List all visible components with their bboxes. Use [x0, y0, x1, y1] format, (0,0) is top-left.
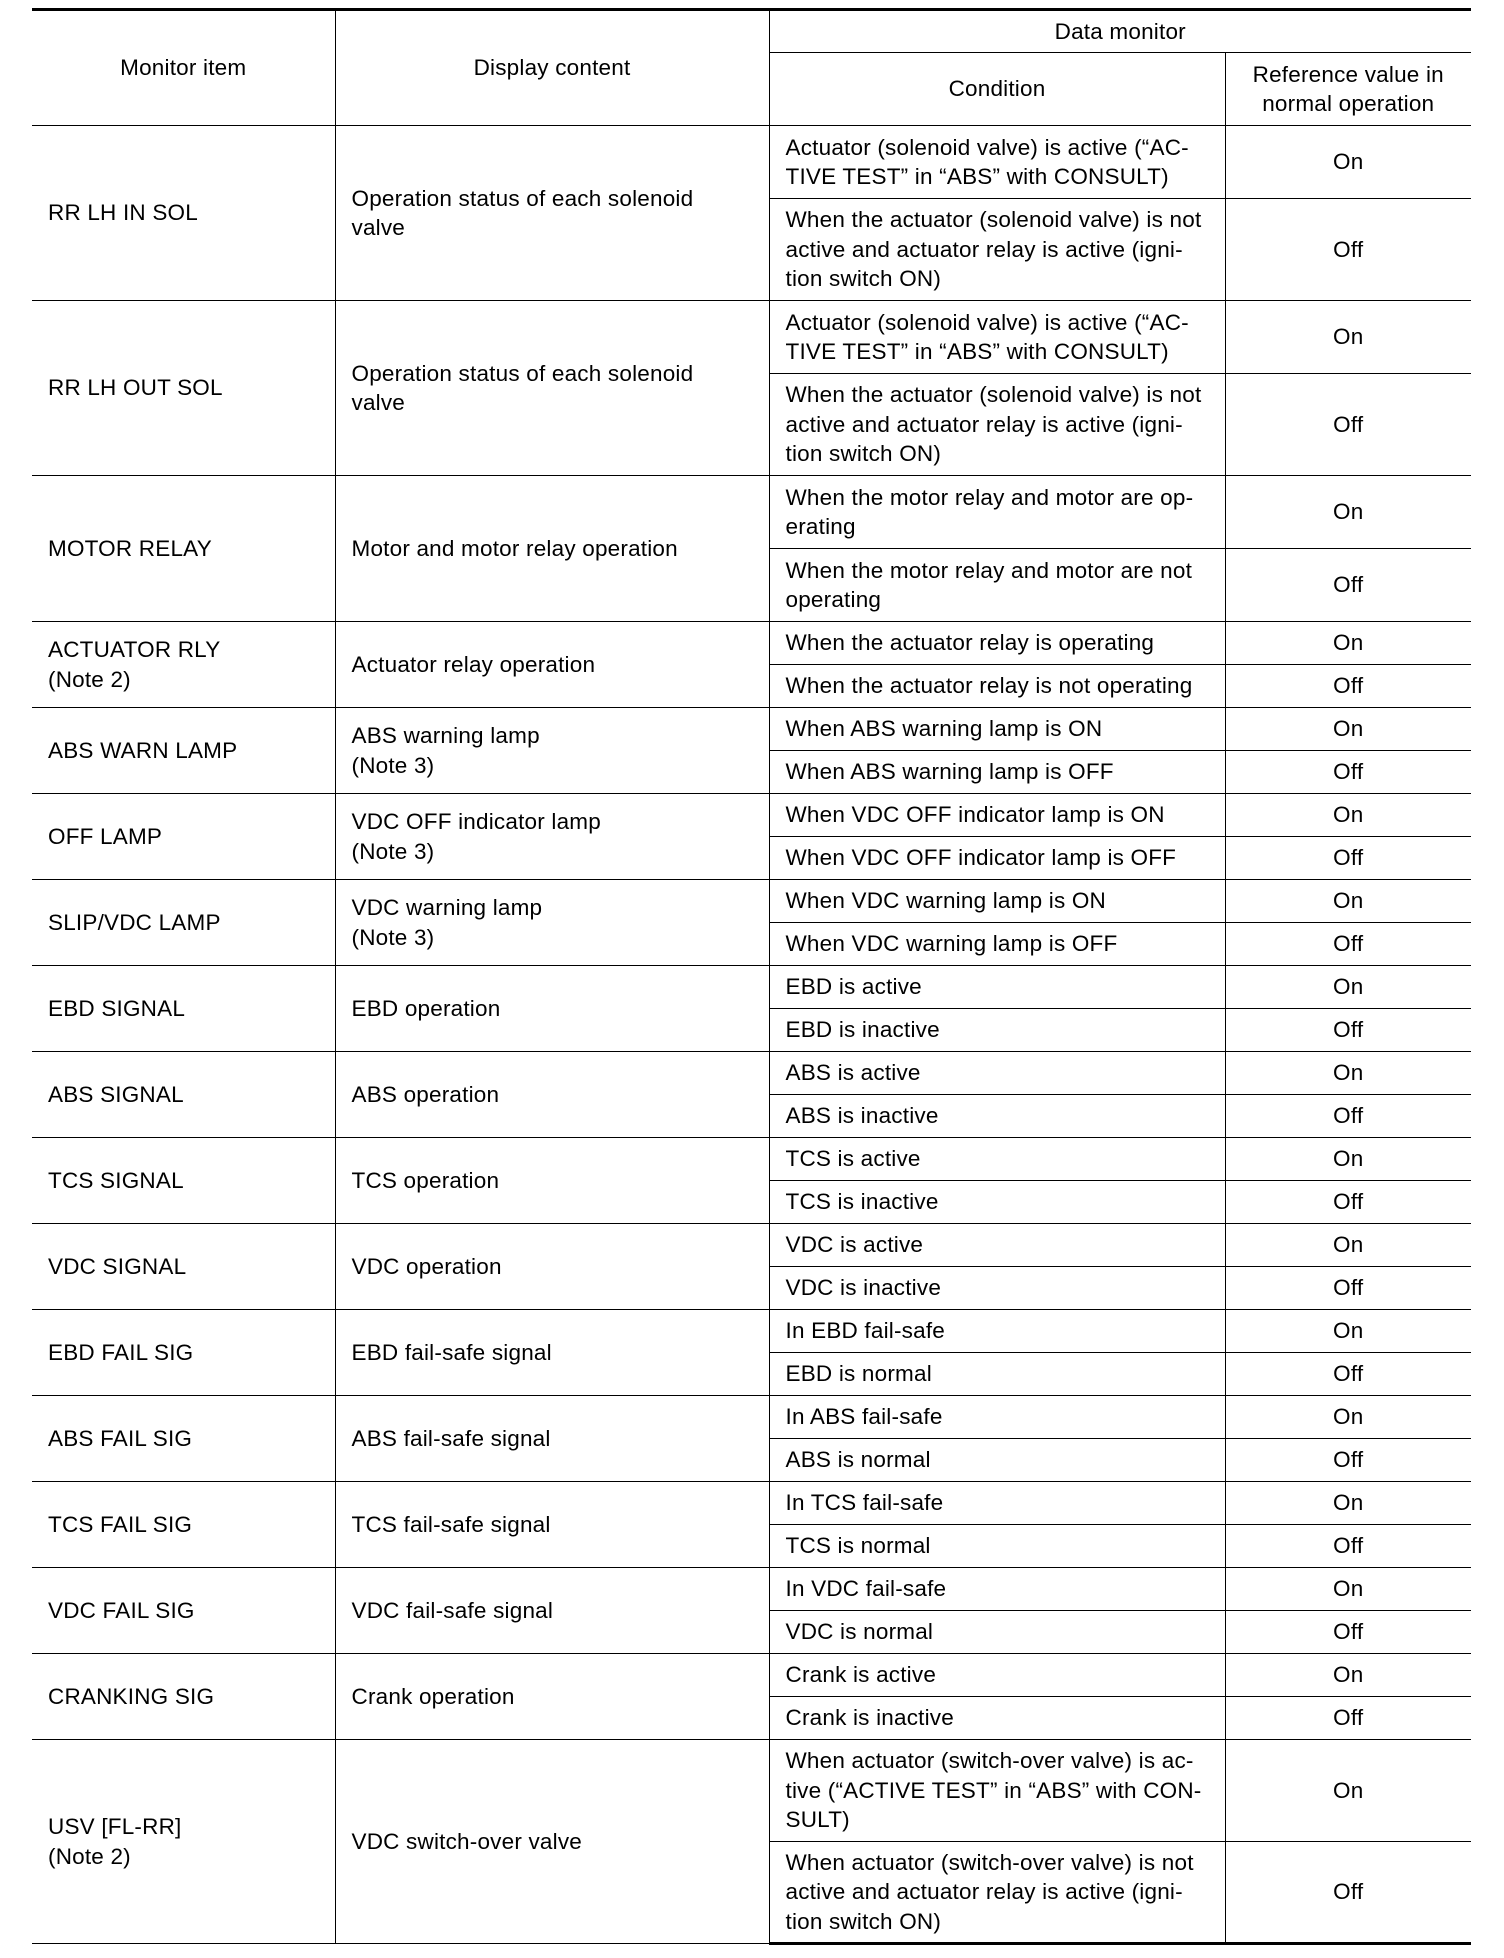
display-content-cell: Operation status of each solenoid valve: [335, 301, 769, 476]
reference-value-cell: On: [1225, 794, 1471, 837]
display-content-cell: EBD operation: [335, 966, 769, 1052]
condition-cell: When the actuator relay is operating: [769, 622, 1225, 665]
table-row: [32, 1396, 1471, 1439]
condition-cell: When VDC OFF indicator lamp is ON: [769, 794, 1225, 837]
table-row: [32, 476, 1471, 549]
monitor-item-cell: SLIP/VDC LAMP: [32, 880, 335, 966]
condition-cell: Actuator (solenoid valve) is active (“AC- TIVE TEST” in “ABS” with CONSULT): [769, 301, 1225, 374]
condition-cell: ABS is normal: [769, 1439, 1225, 1482]
condition-cell: TCS is active: [769, 1138, 1225, 1181]
condition-cell: When the motor relay and motor are not operating: [769, 549, 1225, 622]
table-row: [32, 1568, 1471, 1611]
condition-cell: When the actuator (solenoid valve) is not active and actuator relay is active (igni- tion switch ON): [769, 199, 1225, 301]
monitor-item-cell: RR LH IN SOL: [32, 126, 335, 301]
reference-value-cell: On: [1225, 301, 1471, 374]
condition-cell: When actuator (switch-over valve) is ac- tive (“ACTIVE TEST” in “ABS” with CON- SULT): [769, 1740, 1225, 1842]
display-content-cell: Actuator relay operation: [335, 622, 769, 708]
condition-cell: Crank is active: [769, 1654, 1225, 1697]
table-row: [32, 622, 1471, 665]
condition-cell: When the motor relay and motor are op- erating: [769, 476, 1225, 549]
table-row: [32, 1654, 1471, 1697]
condition-cell: VDC is normal: [769, 1611, 1225, 1654]
display-content-cell: Operation status of each solenoid valve: [335, 126, 769, 301]
table-row: [32, 708, 1471, 751]
table-row: [32, 1052, 1471, 1095]
table-row: [32, 1740, 1471, 1842]
reference-value-cell: Off: [1225, 837, 1471, 880]
condition-cell: Actuator (solenoid valve) is active (“AC- TIVE TEST” in “ABS” with CONSULT): [769, 126, 1225, 199]
header-data-monitor: Data monitor: [769, 10, 1471, 53]
condition-cell: Crank is inactive: [769, 1697, 1225, 1740]
monitor-item-cell: USV [FL-RR] (Note 2): [32, 1740, 335, 1944]
reference-value-cell: On: [1225, 880, 1471, 923]
reference-value-cell: On: [1225, 476, 1471, 549]
display-content-cell: VDC operation: [335, 1224, 769, 1310]
monitor-item-cell: TCS SIGNAL: [32, 1138, 335, 1224]
reference-value-cell: Off: [1225, 1611, 1471, 1654]
condition-cell: VDC is inactive: [769, 1267, 1225, 1310]
monitor-item-cell: EBD SIGNAL: [32, 966, 335, 1052]
display-content-cell: ABS operation: [335, 1052, 769, 1138]
reference-value-cell: On: [1225, 1482, 1471, 1525]
reference-value-cell: Off: [1225, 1181, 1471, 1224]
reference-value-cell: Off: [1225, 923, 1471, 966]
display-content-cell: ABS warning lamp (Note 3): [335, 708, 769, 794]
header-condition: Condition: [769, 53, 1225, 126]
monitor-item-cell: VDC FAIL SIG: [32, 1568, 335, 1654]
table-row: [32, 1138, 1471, 1181]
display-content-cell: VDC switch-over valve: [335, 1740, 769, 1944]
condition-cell: EBD is inactive: [769, 1009, 1225, 1052]
display-content-cell: VDC fail-safe signal: [335, 1568, 769, 1654]
table-body: [32, 126, 1471, 1944]
reference-value-cell: Off: [1225, 374, 1471, 476]
condition-cell: ABS is active: [769, 1052, 1225, 1095]
reference-value-cell: On: [1225, 1568, 1471, 1611]
monitor-item-cell: RR LH OUT SOL: [32, 301, 335, 476]
condition-cell: When the actuator (solenoid valve) is not active and actuator relay is active (igni- tion switch ON): [769, 374, 1225, 476]
monitor-item-cell: ABS WARN LAMP: [32, 708, 335, 794]
table-row: [32, 1224, 1471, 1267]
reference-value-cell: On: [1225, 1396, 1471, 1439]
monitor-item-cell: VDC SIGNAL: [32, 1224, 335, 1310]
reference-value-cell: Off: [1225, 1842, 1471, 1944]
reference-value-cell: On: [1225, 1052, 1471, 1095]
condition-cell: EBD is normal: [769, 1353, 1225, 1396]
reference-value-cell: On: [1225, 1310, 1471, 1353]
reference-value-cell: On: [1225, 966, 1471, 1009]
reference-value-cell: On: [1225, 1654, 1471, 1697]
condition-cell: When ABS warning lamp is OFF: [769, 751, 1225, 794]
reference-value-cell: Off: [1225, 751, 1471, 794]
display-content-cell: EBD fail-safe signal: [335, 1310, 769, 1396]
table-row: [32, 1482, 1471, 1525]
condition-cell: TCS is inactive: [769, 1181, 1225, 1224]
condition-cell: ABS is inactive: [769, 1095, 1225, 1138]
table-row: [32, 301, 1471, 374]
reference-value-cell: Off: [1225, 1095, 1471, 1138]
condition-cell: When VDC warning lamp is OFF: [769, 923, 1225, 966]
reference-value-cell: Off: [1225, 1697, 1471, 1740]
condition-cell: TCS is normal: [769, 1525, 1225, 1568]
header-display-content: Display content: [335, 10, 769, 126]
display-content-cell: ABS fail-safe signal: [335, 1396, 769, 1482]
table-row: [32, 794, 1471, 837]
monitor-item-cell: ACTUATOR RLY (Note 2): [32, 622, 335, 708]
condition-cell: EBD is active: [769, 966, 1225, 1009]
data-monitor-table: [32, 8, 1471, 1945]
condition-cell: When VDC OFF indicator lamp is OFF: [769, 837, 1225, 880]
monitor-item-cell: MOTOR RELAY: [32, 476, 335, 622]
reference-value-cell: On: [1225, 1224, 1471, 1267]
monitor-item-cell: ABS SIGNAL: [32, 1052, 335, 1138]
monitor-item-cell: EBD FAIL SIG: [32, 1310, 335, 1396]
reference-value-cell: Off: [1225, 1439, 1471, 1482]
condition-cell: When actuator (switch-over valve) is not active and actuator relay is active (igni- tion switch ON): [769, 1842, 1225, 1944]
reference-value-cell: Off: [1225, 1267, 1471, 1310]
monitor-item-cell: TCS FAIL SIG: [32, 1482, 335, 1568]
table-header: [32, 10, 1471, 126]
reference-value-cell: Off: [1225, 1353, 1471, 1396]
monitor-item-cell: ABS FAIL SIG: [32, 1396, 335, 1482]
reference-value-cell: Off: [1225, 199, 1471, 301]
display-content-cell: VDC warning lamp (Note 3): [335, 880, 769, 966]
display-content-cell: TCS operation: [335, 1138, 769, 1224]
condition-cell: When VDC warning lamp is ON: [769, 880, 1225, 923]
display-content-cell: Motor and motor relay operation: [335, 476, 769, 622]
header-monitor-item: Monitor item: [32, 10, 335, 126]
table-row: [32, 966, 1471, 1009]
display-content-cell: Crank operation: [335, 1654, 769, 1740]
reference-value-cell: On: [1225, 1138, 1471, 1181]
header-reference-value: Reference value in normal operation: [1225, 53, 1471, 126]
reference-value-cell: On: [1225, 126, 1471, 199]
reference-value-cell: On: [1225, 708, 1471, 751]
reference-value-cell: On: [1225, 1740, 1471, 1842]
condition-cell: VDC is active: [769, 1224, 1225, 1267]
condition-cell: In TCS fail-safe: [769, 1482, 1225, 1525]
condition-cell: In ABS fail-safe: [769, 1396, 1225, 1439]
display-content-cell: TCS fail-safe signal: [335, 1482, 769, 1568]
reference-value-cell: Off: [1225, 1009, 1471, 1052]
condition-cell: In VDC fail-safe: [769, 1568, 1225, 1611]
reference-value-cell: Off: [1225, 665, 1471, 708]
display-content-cell: VDC OFF indicator lamp (Note 3): [335, 794, 769, 880]
condition-cell: In EBD fail-safe: [769, 1310, 1225, 1353]
reference-value-cell: Off: [1225, 1525, 1471, 1568]
monitor-item-cell: CRANKING SIG: [32, 1654, 335, 1740]
table-row: [32, 880, 1471, 923]
table-row: [32, 1310, 1471, 1353]
table-row: [32, 126, 1471, 199]
condition-cell: When ABS warning lamp is ON: [769, 708, 1225, 751]
monitor-item-cell: OFF LAMP: [32, 794, 335, 880]
reference-value-cell: Off: [1225, 549, 1471, 622]
condition-cell: When the actuator relay is not operating: [769, 665, 1225, 708]
reference-value-cell: On: [1225, 622, 1471, 665]
